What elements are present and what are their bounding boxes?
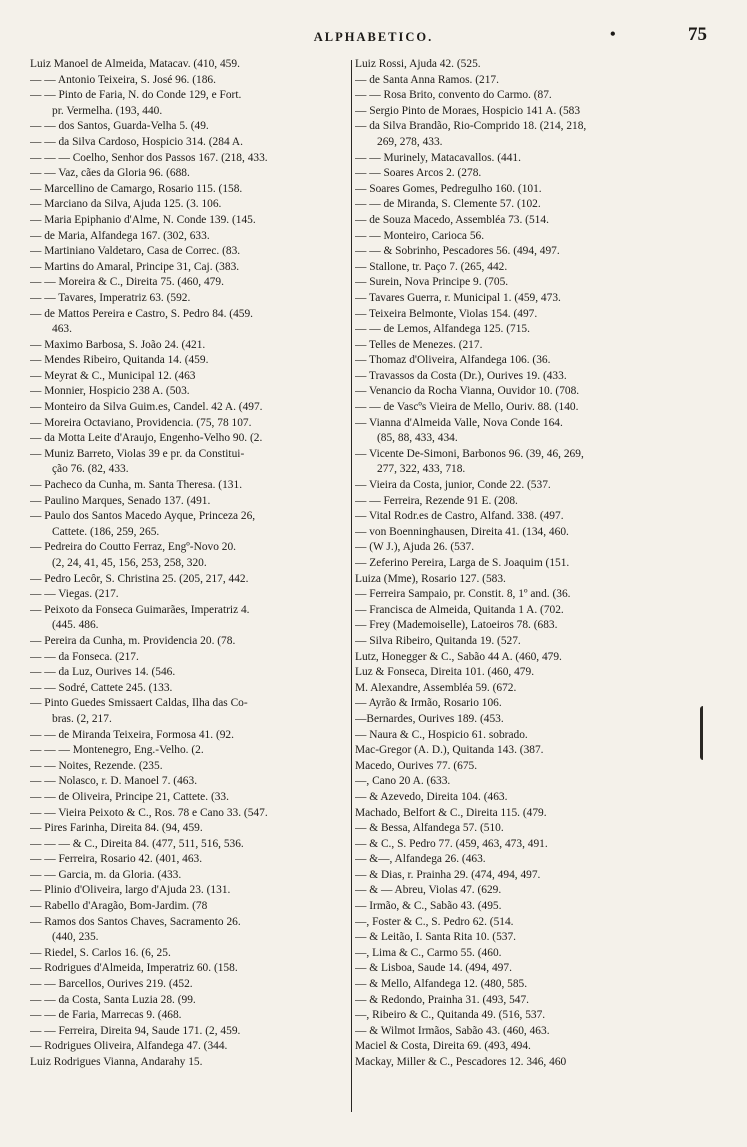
directory-entry: — — Garcia, m. da Gloria. (433. [30,868,182,881]
directory-entry: — — Noites, Rezende. (235. [30,759,163,772]
directory-entry: — Pedro Lecôr, S. Christina 25. (205, 217, 442. [30,572,249,585]
directory-entry: — Mendes Ribeiro, Quitanda 14. (459. [30,354,209,367]
directory-entry: — Monnier, Hospicio 238 A. (503. [30,385,190,398]
directory-entry: Luiza (Mme), Rosario 127. (583. [355,572,506,585]
directory-entry: Mackay, Miller & C., Pescadores 12. 346, 460 [355,1056,567,1068]
directory-entry: —, Ribeiro & C., Quitanda 49. (516, 537. [355,1009,546,1022]
directory-entry: 277, 322, 433, 718. [377,463,466,476]
directory-entry: — Tavares Guerra, r. Municipal 1. (459, 473. [355,291,561,304]
directory-entry: 463. [52,323,72,336]
directory-entry: — Travassos da Costa (Dr.), Ourives 19. (433. [355,369,567,382]
directory-entry: — & Bessa, Alfandega 57. (510. [355,822,504,835]
directory-entry: — Surein, Nova Principe 9. (705. [355,276,509,289]
directory-entry: — de Mattos Pereira e Castro, S. Pedro 84. (459. [30,307,254,320]
directory-entry: — — de Faria, Marrecas 9. (468. [30,1009,182,1022]
directory-entry: — Vicente De-Simoni, Barbonos 96. (39, 46, 269, [355,447,584,460]
directory-entry: — — Vaz, cães da Gloria 96. (688. [30,167,190,180]
directory-entry: — Sergio Pinto de Moraes, Hospicio 141 A. (583 [355,104,581,117]
directory-entry: — — de Lemos, Alfandega 125. (715. [355,323,530,336]
directory-entry: — Zeferino Pereira, Larga de S. Joaquim (151. [355,557,570,569]
directory-entry: — Vianna d'Almeida Valle, Nova Conde 164. [355,416,563,429]
directory-entry: — — de Miranda, S. Clemente 57. (102. [355,198,541,211]
directory-entry: — — Pinto de Faria, N. do Conde 129, e Fort. [30,89,242,102]
directory-entry: — Muniz Barreto, Violas 39 e pr. da Constitui- [30,447,245,460]
directory-entry: — Plinio d'Oliveira, largo d'Ajuda 23. (131. [30,884,231,897]
margin-bracket-mark [700,706,708,760]
directory-entry: — — — Montenegro, Eng.-Velho. (2. [30,744,204,757]
directory-entry: — — Nolasco, r. D. Manoel 7. (463. [30,775,198,788]
directory-entry: — & Dias, r. Prainha 29. (474, 494, 497. [355,868,541,881]
directory-entry: — — Antonio Teixeira, S. José 96. (186. [30,73,216,86]
directory-entry: — Thomaz d'Oliveira, Alfandega 106. (36. [355,354,551,367]
directory-entry: — Frey (Mademoiselle), Latoeiros 78. (683. [355,619,558,632]
directory-entry: 269, 278, 433. [377,135,443,148]
right-column [355,57,723,1071]
directory-entry: — — Moreira & C., Direita 75. (460, 479. [30,276,224,289]
directory-entry: — — — Coelho, Senhor dos Passos 167. (218, 433. [30,151,268,164]
directory-entry: — von Boenninghausen, Direita 41. (134, 460. [355,525,569,538]
directory-entry: — — Soares Arcos 2. (278. [355,167,482,180]
directory-entry: Machado, Belfort & C., Direita 115. (479. [355,806,547,819]
directory-entry: — Marciano da Silva, Ajuda 125. (3. 106. [30,198,222,211]
left-column [30,57,350,1071]
directory-entry: — — Viegas. (217. [30,588,119,601]
directory-entry: — Pinto Guedes Smissaert Caldas, Ilha das Co- [30,697,248,710]
directory-entry: — — Sodré, Cattete 245. (133. [30,681,173,694]
directory-entry: — — Barcellos, Ourives 219. (452. [30,978,193,991]
directory-entry: — — Ferreira, Rezende 91 E. (208. [355,494,518,507]
directory-entry: — — Murinely, Matacavallos. (441. [355,151,521,164]
directory-entry: — Ayrão & Irmão, Rosario 106. [355,697,502,710]
directory-entry: — da Motta Leite d'Araujo, Engenho-Velho 90. (2. [30,432,263,445]
directory-entry: — Pires Farinha, Direita 84. (94, 459. [30,822,203,835]
directory-entry: — — — & C., Direita 84. (477, 511, 516, 536. [30,837,244,850]
directory-entry: Maciel & Costa, Direita 69. (493, 494. [355,1040,531,1053]
directory-entry: (440, 235. [52,931,99,944]
directory-entry: Macedo, Ourives 77. (675. [355,759,478,772]
header-dot: • [610,26,616,43]
directory-entry: Lutz, Honegger & C., Sabão 44 A. (460, 479. [355,650,562,663]
directory-entry: — — de Vascºs Vieira de Mello, Ouriv. 88. (140. [355,401,579,414]
directory-entry: — & Lisboa, Saude 14. (494, 497. [355,962,512,975]
directory-entry: — Meyrat & C., Municipal 12. (463 [30,369,196,382]
directory-entry: — & Wilmot Irmãos, Sabão 43. (460, 463. [355,1024,550,1037]
directory-entry: — Vital Rodr.es de Castro, Alfand. 338. (497. [355,510,564,523]
directory-entry: Luiz Rodrigues Vianna, Andarahy 15. [30,1056,203,1068]
directory-entry: — Pedreira do Coutto Ferraz, Engº-Novo 20. [30,541,236,554]
directory-entry: — — Tavares, Imperatriz 63. (592. [30,291,191,304]
directory-entry: — — da Fonseca. (217. [30,650,139,663]
directory-entry: —, Cano 20 A. (633. [355,775,451,788]
directory-entry: — Rodrigues Oliveira, Alfandega 47. (344. [30,1040,228,1053]
directory-entry: — Rabello d'Aragão, Bom-Jardim. (78 [30,900,208,913]
directory-entry: — Riedel, S. Carlos 16. (6, 25. [30,946,171,959]
directory-entry: — Peixoto da Fonseca Guimarães, Imperatriz 4. [30,603,250,616]
directory-entry: — — da Luz, Ourives 14. (546. [30,666,176,679]
directory-entry: pr. Vermelha. (193, 440. [52,104,163,117]
directory-entry: — Paulo dos Santos Macedo Ayque, Princeza 26, [30,510,256,523]
directory-entry: — — Vieira Peixoto & C., Ros. 78 e Cano 33. (547. [30,806,268,819]
directory-entry: — (W J.), Ajuda 26. (537. [355,541,475,554]
page-title: ALPHABETICO. [313,30,434,44]
directory-entry: — Telles de Menezes. (217. [355,338,483,351]
directory-entry: — de Maria, Alfandega 167. (302, 633. [30,229,210,242]
directory-entry: — — Monteiro, Carioca 56. [355,229,485,242]
directory-entry: (85, 88, 433, 434. [377,432,458,445]
directory-entry: — — Rosa Brito, convento do Carmo. (87. [355,89,552,102]
directory-entry: — Martins do Amaral, Principe 31, Caj. (383. [30,260,240,273]
directory-entry: — Silva Ribeiro, Quitanda 19. (527. [355,634,521,647]
column-divider [351,60,352,1112]
directory-entry: — Naura & C., Hospicio 61. sobrado. [355,728,528,741]
directory-entry: — Martiniano Valdetaro, Casa de Correc. (83. [30,245,241,258]
directory-entry: — Pacheco da Cunha, m. Santa Theresa. (131. [30,479,243,492]
directory-entry: — & Azevedo, Direita 104. (463. [355,790,508,803]
directory-entry: Luiz Manoel de Almeida, Matacav. (410, 459. [30,58,240,70]
page-number: 75 [688,24,707,45]
directory-entry: Luiz Rossi, Ajuda 42. (525. [355,58,481,70]
directory-entry: — Soares Gomes, Pedregulho 160. (101. [355,182,542,195]
directory-entry: —, Lima & C., Carmo 55. (460. [355,946,502,959]
directory-entry: — — de Miranda Teixeira, Formosa 41. (92. [30,728,234,741]
directory-entry: — — de Oliveira, Principe 21, Cattete. (33. [30,790,229,803]
directory-entry: — Stallone, tr. Paço 7. (265, 442. [355,260,508,273]
directory-entry: — Ferreira Sampaio, pr. Constit. 8, 1º and. (36. [355,588,571,601]
directory-entry: — & C., S. Pedro 77. (459, 463, 473, 491. [355,837,548,850]
directory-entry: — Marcellino de Camargo, Rosario 115. (158. [30,182,243,195]
directory-entry: — de Souza Macedo, Assembléa 73. (514. [355,213,549,226]
directory-entry: — Maximo Barbosa, S. João 24. (421. [30,338,206,351]
directory-entry: — Moreira Octaviano, Providencia. (75, 78 107. [30,416,252,429]
directory-entry: — — & Sobrinho, Pescadores 56. (494, 497. [355,245,560,258]
directory-entry: — Francisca de Almeida, Quitanda 1 A. (702. [355,603,564,616]
directory-entry: ção 76. (82, 433. [52,463,129,476]
directory-entry: — da Silva Brandão, Rio-Comprido 18. (214, 218, [355,120,587,133]
directory-entry: — Pereira da Cunha, m. Providencia 20. (78. [30,634,236,647]
directory-entry: — Venancio da Rocha Vianna, Ouvidor 10. (708. [355,385,580,398]
directory-entry: Mac-Gregor (A. D.), Quitanda 143. (387. [355,744,544,757]
directory-entry: — — da Costa, Santa Luzia 28. (99. [30,993,196,1006]
directory-entry: (2, 24, 41, 45, 156, 253, 258, 320. [52,557,207,569]
directory-entry: — & Redondo, Prainha 31. (493, 547. [355,993,530,1006]
directory-entry: — Monteiro da Silva Guim.es, Candel. 42 A. (497. [30,401,263,414]
directory-entry: — — da Silva Cardoso, Hospicio 314. (284 A. [30,135,243,148]
directory-entry: — & — Abreu, Violas 47. (629. [355,884,502,897]
directory-entry: — Paulino Marques, Senado 137. (491. [30,494,211,507]
directory-entry: — Irmão, & C., Sabão 43. (495. [355,900,502,913]
directory-entry: bras. (2, 217. [52,712,112,725]
directory-entry: — — dos Santos, Guarda-Velha 5. (49. [30,120,209,133]
directory-entry: —, Foster & C., S. Pedro 62. (514. [355,915,514,928]
directory-entry: — &—, Alfandega 26. (463. [355,853,486,866]
directory-entry: — Ramos dos Santos Chaves, Sacramento 26. [30,915,241,928]
directory-entry: M. Alexandre, Assembléa 59. (672. [355,681,517,694]
directory-entry: — de Santa Anna Ramos. (217. [355,73,499,86]
directory-entry: — — Ferreira, Rosario 42. (401, 463. [30,853,203,866]
page-header [30,22,717,50]
directory-entry: — Vieira da Costa, junior, Conde 22. (537. [355,479,551,492]
directory-entry: (445. 486. [52,619,99,632]
directory-entry: — — Ferreira, Direita 94, Saude 171. (2, 459. [30,1024,241,1037]
directory-entry: — & Leitão, I. Santa Rita 10. (537. [355,931,517,944]
directory-entry: — Maria Epiphanio d'Alme, N. Conde 139. (145. [30,213,256,226]
directory-entry: Cattete. (186, 259, 265. [52,525,160,538]
directory-entry: —Bernardes, Ourives 189. (453. [355,712,504,725]
directory-entry: — Rodrigues d'Almeida, Imperatriz 60. (158. [30,962,238,975]
directory-entry: — & Mello, Alfandega 12. (480, 585. [355,978,528,991]
directory-entry: — Teixeira Belmonte, Violas 154. (497. [355,307,538,320]
directory-entry: Luz & Fonseca, Direita 101. (460, 479. [355,666,535,679]
